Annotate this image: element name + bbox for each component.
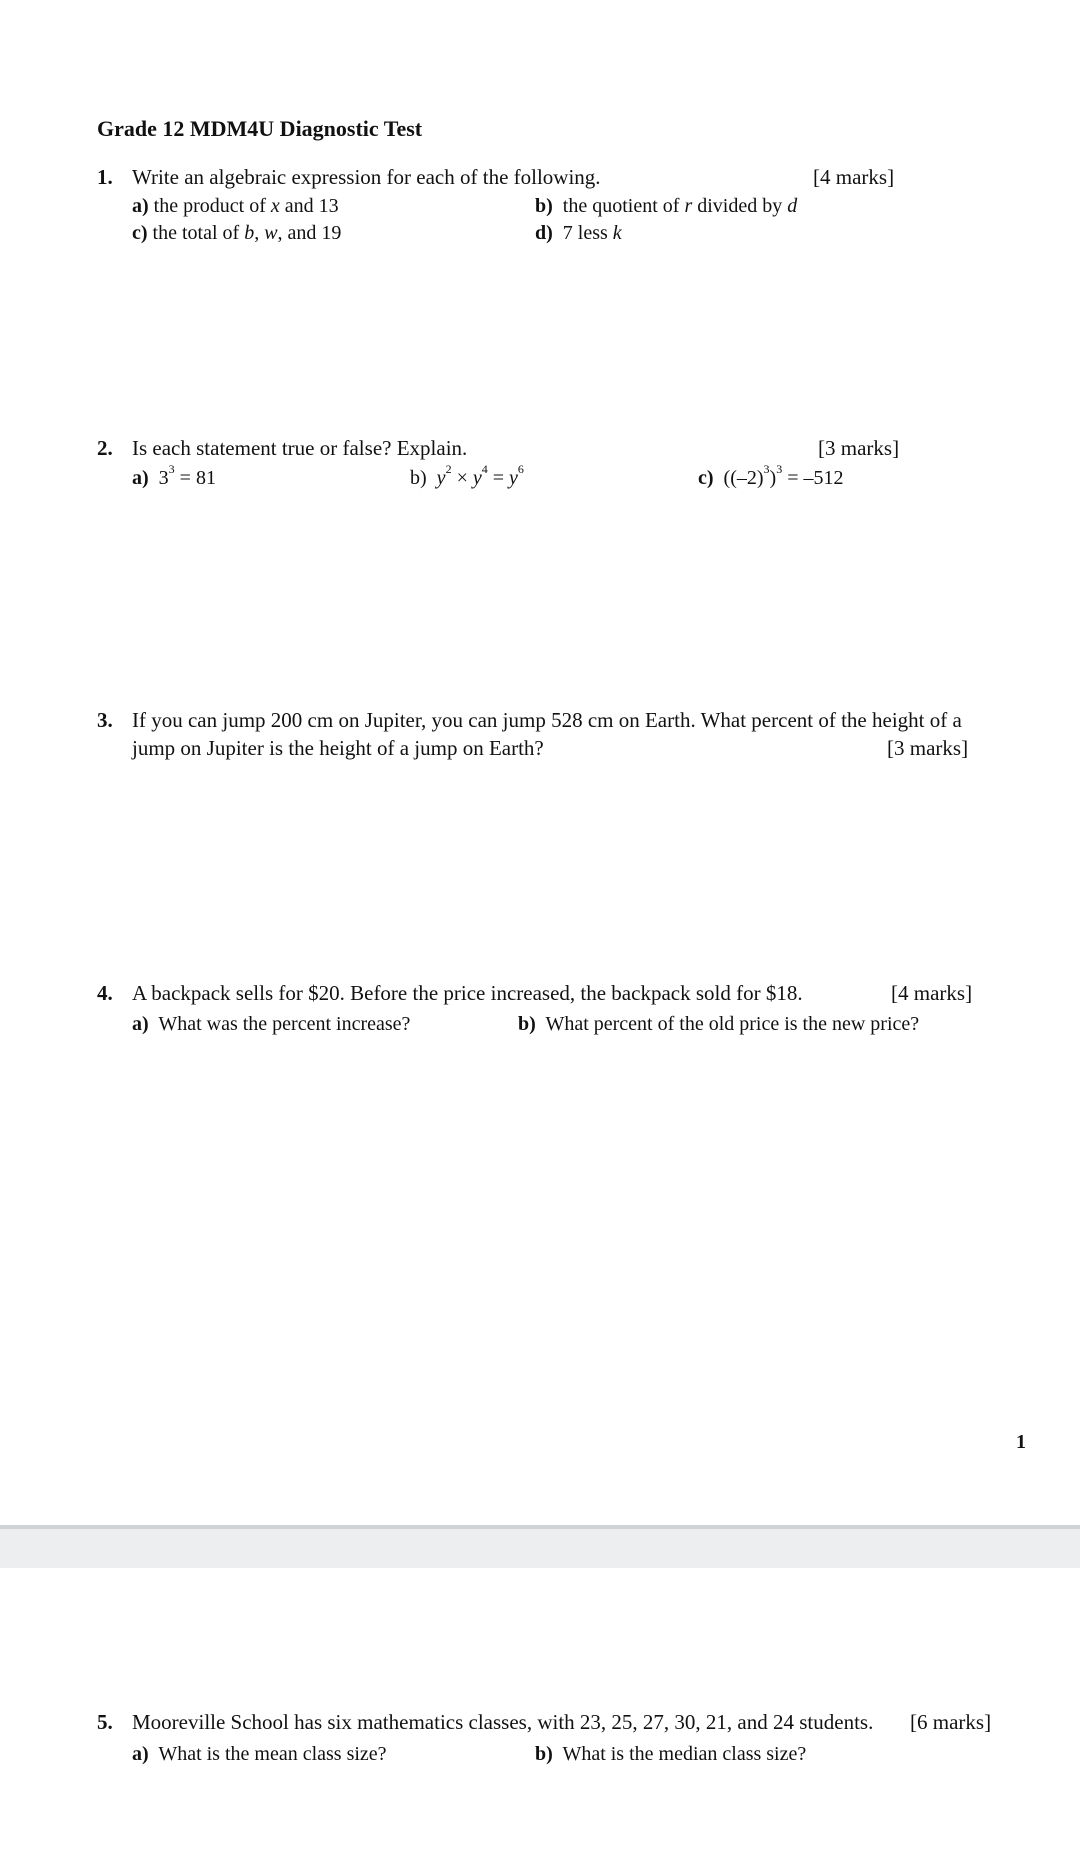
math-variable: b — [244, 222, 255, 244]
part-text: , and 19 — [277, 222, 342, 244]
question-2-part-c — [698, 462, 844, 490]
part-label: a) — [132, 1013, 149, 1035]
part-label: a) — [132, 467, 149, 489]
part-text: and 13 — [279, 195, 339, 217]
question-5-part-b — [535, 1743, 806, 1766]
question-2-part-a — [132, 462, 216, 490]
question-1-part-b — [535, 195, 797, 218]
question-1-part-a — [132, 195, 339, 218]
part-label: c) — [132, 222, 148, 244]
math-text: ((–2) — [723, 467, 764, 489]
math-text: = –512 — [782, 467, 844, 489]
question-1-part-c — [132, 222, 341, 245]
question-5-part-a — [132, 1743, 387, 1766]
part-text: 7 less — [562, 222, 613, 244]
question-2-part-b — [410, 462, 524, 490]
question-text: Is each statement true or false? Explain. — [132, 436, 468, 460]
math-variable: d — [787, 195, 798, 217]
math-exponent: 3 — [168, 462, 175, 477]
part-text: the quotient of — [562, 195, 685, 217]
document-page-2 — [0, 1568, 1080, 1870]
part-label: c) — [698, 467, 714, 489]
question-4-part-a — [132, 1013, 410, 1036]
part-text: What is the mean class size? — [158, 1743, 387, 1765]
math-variable: x — [270, 195, 280, 217]
math-variable: y — [509, 467, 518, 489]
math-variable: y — [436, 467, 446, 489]
question-number: 4. — [97, 981, 113, 1005]
question-text-line-2: jump on Jupiter is the height of a jump on Earth? — [132, 736, 544, 760]
part-text: What is the median class size? — [562, 1743, 807, 1765]
marks-label: [3 marks] — [887, 736, 969, 760]
part-label: b) — [518, 1013, 536, 1035]
page-title: Grade 12 MDM4U Diagnostic Test — [97, 116, 423, 141]
part-text: What was the percent increase? — [158, 1013, 411, 1035]
question-text: Write an algebraic expression for each of the following. — [132, 165, 601, 189]
math-text: × — [451, 467, 473, 489]
part-text: the total of — [152, 222, 245, 244]
marks-label: [6 marks] — [910, 1710, 992, 1734]
question-1-part-d — [535, 222, 622, 245]
part-label: b) — [535, 195, 553, 217]
question-text-line-1: If you can jump 200 cm on Jupiter, you can jump 528 cm on Earth. What percent of the height of a — [132, 708, 962, 732]
math-variable: y — [472, 467, 482, 489]
part-label: a) — [132, 195, 149, 217]
part-text: What percent of the old price is the new price? — [545, 1013, 920, 1035]
math-exponent: 2 — [445, 462, 452, 477]
question-number: 1. — [97, 165, 113, 189]
page-separator — [0, 1525, 1080, 1568]
question-number: 2. — [97, 436, 113, 460]
math-text: = — [487, 467, 510, 489]
math-exponent: 6 — [517, 462, 524, 477]
part-text: the product of — [153, 195, 271, 217]
math-base: 3 — [158, 467, 169, 489]
part-text: , — [254, 222, 265, 244]
marks-label: [3 marks] — [818, 436, 900, 460]
part-label: d) — [535, 222, 553, 244]
question-number: 5. — [97, 1710, 113, 1734]
part-label: a) — [132, 1743, 149, 1765]
question-text: Mooreville School has six mathematics classes, with 23, 25, 27, 30, 21, and 24 students. — [132, 1710, 874, 1734]
page-number: 1 — [1016, 1431, 1026, 1453]
math-exponent: 3 — [776, 462, 783, 477]
part-label: b) — [535, 1743, 553, 1765]
question-4-part-b — [518, 1013, 919, 1036]
math-variable: r — [684, 195, 693, 217]
part-text: divided by — [692, 195, 788, 217]
question-number: 3. — [97, 708, 113, 732]
math-text: = 81 — [174, 467, 216, 489]
math-exponent: 3 — [763, 462, 770, 477]
marks-label: [4 marks] — [891, 981, 973, 1005]
marks-label: [4 marks] — [813, 165, 895, 189]
math-exponent: 4 — [481, 462, 488, 477]
question-text: A backpack sells for $20. Before the price increased, the backpack sold for $18. — [132, 981, 803, 1005]
math-variable: w — [264, 222, 278, 244]
part-label: b) — [410, 467, 427, 489]
math-variable: k — [612, 222, 622, 244]
math-text: ) — [769, 467, 777, 489]
